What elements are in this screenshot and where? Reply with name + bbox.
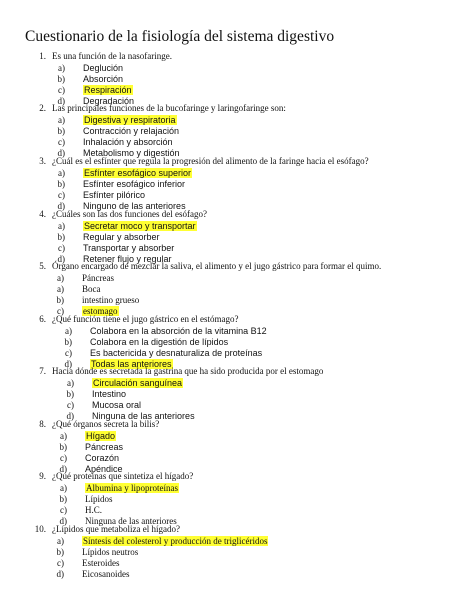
question-text: ¿Qué función tiene el jugo gástrico en el estómago? [52, 314, 239, 324]
option-letter: c) [58, 242, 65, 253]
highlighted-answer: estomago [83, 305, 118, 316]
question-number: 1. [39, 51, 46, 61]
answer-option: Páncreas [85, 441, 124, 452]
option-letter: a) [58, 62, 65, 73]
option-letter: c) [67, 399, 74, 410]
answer-option: Lípidos neutros [82, 546, 139, 557]
option-letter: d) [57, 147, 65, 158]
answer-option: Ninguno de las anteriores [83, 200, 186, 211]
highlighted-answer: Respiración [84, 84, 132, 95]
option-letter: d) [59, 515, 67, 526]
question-number: 8. [39, 419, 46, 429]
option-letter: c) [57, 557, 64, 568]
option-letter: a) [60, 430, 67, 441]
answer-option: Contracción y relajación [83, 125, 180, 136]
highlighted-answer: Digestiva y respiratoria [84, 114, 176, 125]
question-text: Es una función de la nasofaringe. [52, 51, 172, 61]
option-letter: b) [57, 125, 65, 136]
document-title: Cuestionario de la fisiología del sistema digestivo [25, 28, 335, 45]
highlighted-answer: Albumina y lipoproteínas [86, 482, 178, 493]
highlighted-answer: Síntesis del colesterol y producción de triglicéridos [83, 535, 268, 546]
option-letter: b) [59, 493, 67, 504]
answer-option: Inhalación y absorción [83, 136, 173, 147]
question-text: ¿Cuál es el esfínter que regula la progresión del alimento de la faringe hacia el esófago? [52, 156, 369, 166]
answer-option: Esfínter esofágico inferior [83, 178, 186, 189]
option-letter: d) [57, 200, 65, 211]
question-number: 9. [39, 471, 46, 481]
option-letter: b) [57, 73, 65, 84]
question-text: ¿Lípidos que metaboliza el hígado? [52, 524, 180, 534]
question-text: Órgano encargado de mezclar la saliva, el alimento y el jugo gástrico para formar el quimo. [52, 261, 382, 271]
answer-option: Boca [82, 283, 101, 294]
option-letter: b) [56, 294, 64, 305]
answer-option: Apéndice [85, 463, 123, 474]
option-letter: a) [57, 535, 64, 546]
option-letter: d) [66, 410, 74, 421]
option-letter: a) [58, 167, 65, 178]
option-letter: c) [60, 452, 67, 463]
question-text: Las principales funciones de la bucofaringe y laringofaringe son: [52, 103, 286, 113]
option-letter: b) [64, 336, 72, 347]
option-letter: a) [65, 325, 72, 336]
option-letter: d) [57, 95, 65, 106]
question-number: 6. [39, 314, 46, 324]
question-number: 5. [39, 261, 46, 271]
answer-option: Esteroides [82, 557, 120, 568]
answer-option: H.C. [85, 504, 103, 515]
answer-option: Degradación [83, 95, 135, 106]
question-number: 2. [39, 103, 46, 113]
highlighted-answer: Circulación sanguínea [93, 377, 183, 388]
option-letter: d) [56, 568, 64, 579]
question-number: 10. [34, 524, 46, 534]
option-letter: c) [58, 189, 65, 200]
question-number: 4. [39, 209, 46, 219]
option-letter: a) [57, 283, 64, 294]
option-letter: b) [66, 388, 74, 399]
answer-option: Ninguna de las anteriores [92, 410, 195, 421]
answer-option: Ninguna de las anteriores [85, 515, 177, 526]
answer-option: Colabora en la digestión de lípidos [90, 336, 229, 347]
highlighted-answer: Secretar moco y transportar [84, 220, 196, 231]
highlighted-answer: Esfínter esofágico superior [84, 167, 192, 178]
question-text: ¿Qué proteínas que sintetiza el hígado? [52, 471, 194, 481]
option-letter: b) [57, 178, 65, 189]
question-text: ¿Cuáles son las dos funciones del esófago? [52, 209, 207, 219]
question-number: 7. [39, 366, 46, 376]
question-text: Hacia dónde es secretada la gastrina que ha sido producida por el estomago [52, 366, 324, 376]
option-letter: a) [60, 482, 67, 493]
answer-option: Colabora en la absorción de la vitamina B12 [90, 325, 267, 336]
option-letter: b) [57, 231, 65, 242]
answer-option: Retener flujo y regular [83, 253, 172, 264]
option-letter: a) [57, 272, 64, 283]
answer-option: Absorción [83, 73, 124, 84]
question-text: ¿Qué órganos secreta la bilis? [52, 419, 160, 429]
option-letter: b) [59, 441, 67, 452]
option-letter: a) [58, 114, 65, 125]
option-letter: d) [57, 253, 65, 264]
question-number: 3. [39, 156, 46, 166]
answer-option: Mucosa oral [92, 399, 142, 410]
option-letter: a) [58, 220, 65, 231]
answer-option: Transportar y absorber [83, 242, 175, 253]
answer-option: Metabolismo y digestión [83, 147, 180, 158]
option-letter: d) [64, 358, 72, 369]
answer-option: Lípidos [85, 493, 113, 504]
answer-option: Páncreas [82, 272, 114, 283]
answer-option: Intestino [92, 388, 127, 399]
highlighted-answer: Hígado [86, 430, 116, 441]
option-letter: a) [67, 377, 74, 388]
option-letter: c) [57, 305, 64, 316]
option-letter: c) [58, 136, 65, 147]
option-letter: c) [58, 84, 65, 95]
highlighted-answer: Todas las anteriores [91, 358, 172, 369]
answer-option: Corazón [85, 452, 120, 463]
option-letter: b) [56, 546, 64, 557]
option-letter: d) [59, 463, 67, 474]
answer-option: Deglución [83, 62, 124, 73]
option-letter: c) [65, 347, 72, 358]
answer-option: Es bactericida y desnaturaliza de proteínas [90, 347, 263, 358]
option-letter: c) [60, 504, 67, 515]
answer-option: Esfínter pilórico [83, 189, 146, 200]
answer-option: Regular y absorber [83, 231, 160, 242]
answer-option: Eicosanoides [82, 568, 130, 579]
answer-option: intestino grueso [82, 294, 140, 305]
